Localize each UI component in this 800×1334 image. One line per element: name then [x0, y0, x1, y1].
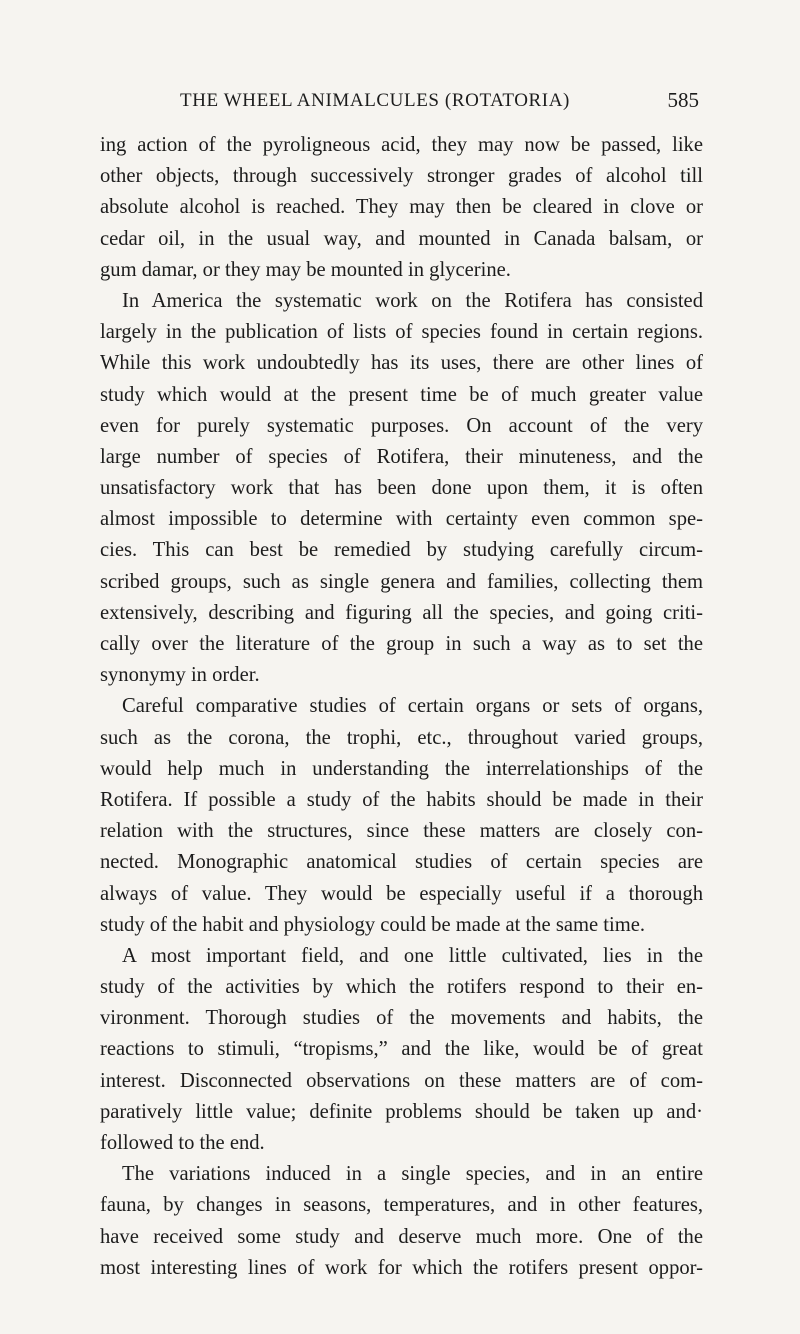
- text-line: such as the corona, the trophi, etc., throughout varied groups,: [100, 726, 703, 749]
- book-page: [100, 84, 703, 1284]
- text-line: vironment. Thorough studies of the movements and habits, the: [100, 1007, 703, 1030]
- text-line: ing action of the pyroligneous acid, they may now be passed, like: [100, 134, 703, 156]
- text-line: reactions to stimuli, “tropisms,” and the like, would be of great: [100, 1038, 703, 1061]
- running-head: [100, 84, 703, 130]
- text-line: A most important field, and one little cultivated, lies in the: [122, 944, 703, 967]
- text-line: have received some study and deserve much more. One of the: [100, 1225, 703, 1248]
- text-line: would help much in understanding the interrelationships of the: [100, 757, 703, 780]
- text-line: almost impossible to determine with certainty even common spe-: [100, 508, 703, 531]
- text-line: cies. This can best be remedied by studying carefully circum-: [100, 539, 703, 562]
- text-line: study of the habit and physiology could be made at the same time.: [100, 913, 646, 936]
- text-line: synonymy in order.: [100, 664, 260, 687]
- text-line: The variations induced in a single species, and in an entire: [122, 1163, 703, 1186]
- text-line: interest. Disconnected observations on these matters are of com-: [100, 1069, 703, 1092]
- text-line: largely in the publication of lists of species found in certain regions.: [100, 321, 703, 344]
- text-line: Careful comparative studies of certain organs or sets of organs,: [122, 695, 703, 718]
- text-line: even for purely systematic purposes. On account of the very: [100, 414, 703, 437]
- text-line: followed to the end.: [100, 1132, 265, 1154]
- text-line: study of the activities by which the rotifers respond to their en-: [100, 976, 703, 999]
- page-number: 585: [667, 88, 699, 112]
- text-line: unsatisfactory work that has been done upon them, it is often: [100, 477, 703, 500]
- text-line: relation with the structures, since these matters are closely con-: [100, 820, 703, 843]
- text-line: In America the systematic work on the Rotifera has consisted: [122, 289, 703, 312]
- text-line: other objects, through successively stronger grades of alcohol till: [100, 165, 703, 188]
- text-line: large number of species of Rotifera, their minuteness, and the: [100, 445, 703, 468]
- text-line: always of value. They would be especially useful if a thorough: [100, 882, 703, 905]
- text-line: Rotifera. If possible a study of the habits should be made in their: [100, 788, 703, 811]
- text-line: nected. Monographic anatomical studies of certain species are: [100, 851, 703, 874]
- text-line: extensively, describing and figuring all the species, and going criti-: [100, 601, 703, 624]
- text-line: study which would at the present time be of much greater value: [100, 383, 703, 406]
- text-line: scribed groups, such as single genera and families, collecting them: [100, 570, 703, 593]
- text-line: gum damar, or they may be mounted in glycerine.: [100, 258, 511, 281]
- text-line: fauna, by changes in seasons, temperatures, and in other features,: [100, 1194, 703, 1217]
- body-text: [100, 130, 703, 1284]
- text-line: cally over the literature of the group in such a way as to set the: [100, 633, 703, 655]
- text-line: paratively little value; definite problems should be taken up and·: [100, 1100, 703, 1123]
- running-title: THE WHEEL ANIMALCULES (ROTATORIA): [180, 90, 570, 111]
- text-line: While this work undoubtedly has its uses, there are other lines of: [100, 352, 703, 375]
- text-line: cedar oil, in the usual way, and mounted in Canada balsam, or: [100, 227, 703, 250]
- text-line: most interesting lines of work for which the rotifers present oppor-: [100, 1256, 703, 1279]
- text-line: absolute alcohol is reached. They may then be cleared in clove or: [100, 196, 703, 219]
